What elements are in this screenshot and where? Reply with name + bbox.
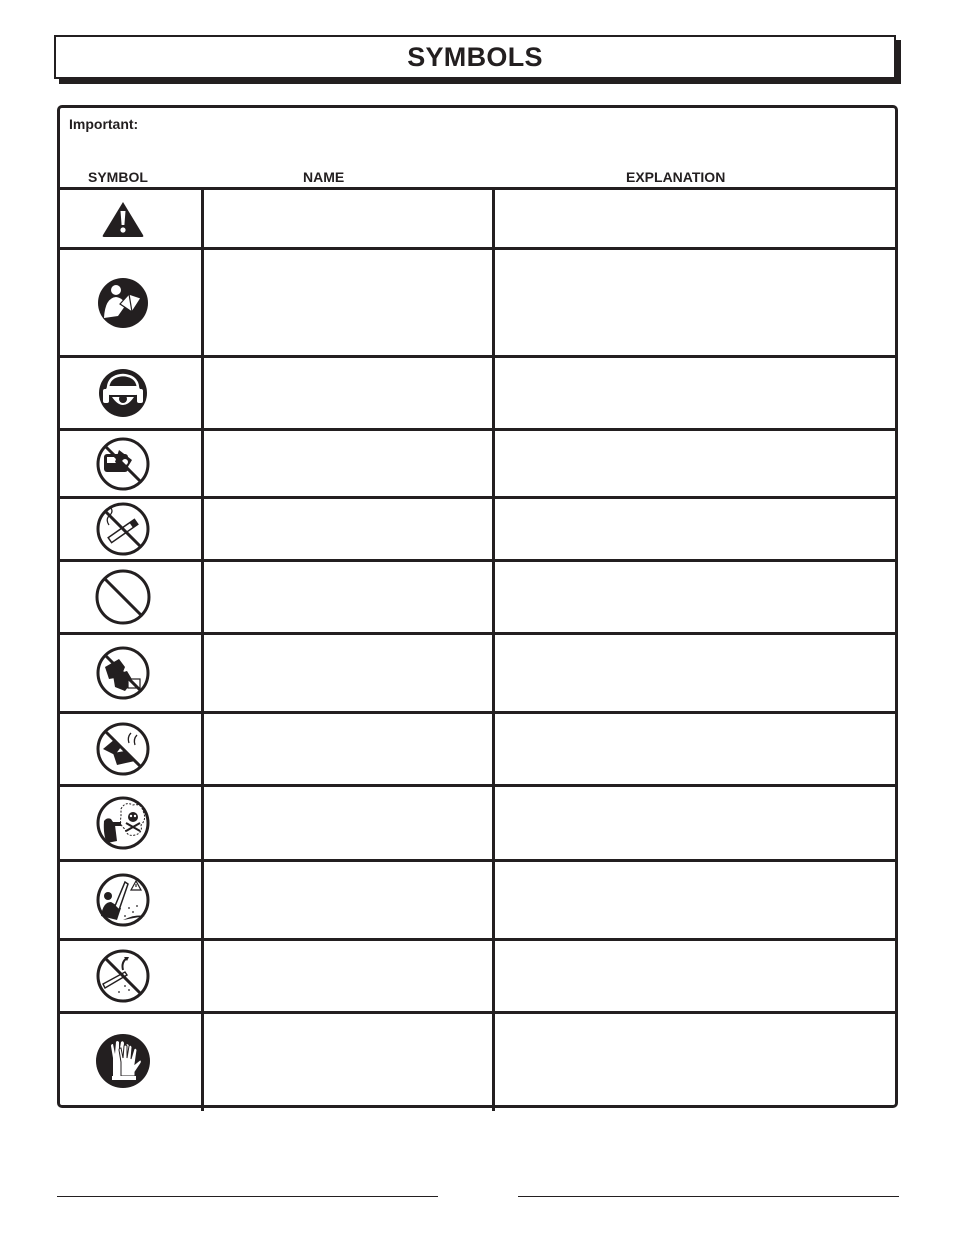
explanation-cell <box>498 714 893 784</box>
name-cell <box>206 787 491 859</box>
symbol-cell <box>60 250 186 355</box>
symbol-cell <box>60 431 186 496</box>
symbol-cell <box>60 862 186 938</box>
page-title: SYMBOLS <box>407 42 543 72</box>
symbol-cell <box>60 358 186 428</box>
symbol-cell <box>60 714 186 784</box>
no-chainsaw-one-hand-icon <box>95 436 151 492</box>
symbol-cell <box>60 941 186 1011</box>
important-label: Important: <box>69 116 139 132</box>
table-row <box>60 941 895 1011</box>
table-row <box>60 562 895 632</box>
read-operators-manual-icon <box>96 276 150 330</box>
table-row <box>60 1014 895 1108</box>
explanation-cell <box>498 499 893 559</box>
table-row <box>60 190 895 247</box>
explanation-cell <box>498 862 893 938</box>
symbol-cell <box>60 190 186 247</box>
symbol-cell <box>60 499 186 559</box>
no-smoking-icon <box>95 501 151 557</box>
symbol-cell <box>60 1014 186 1108</box>
explanation-cell <box>498 635 893 711</box>
title-box <box>54 35 896 79</box>
prohibition-circle-icon <box>94 568 152 626</box>
toxic-fumes-icon <box>95 795 151 851</box>
name-cell <box>206 941 491 1011</box>
explanation-cell <box>498 787 893 859</box>
safety-alert-triangle-icon <box>101 200 145 238</box>
name-cell <box>206 635 491 711</box>
footer-rule-left <box>57 1196 438 1197</box>
table-row <box>60 431 895 496</box>
explanation-cell <box>498 431 893 496</box>
name-cell <box>206 1014 491 1108</box>
explanation-cell <box>498 190 893 247</box>
explanation-cell <box>498 941 893 1011</box>
table-row <box>60 787 895 859</box>
symbol-cell <box>60 635 186 711</box>
name-cell <box>206 358 491 428</box>
table-row <box>60 499 895 559</box>
name-cell <box>206 862 491 938</box>
kickback-warning-icon <box>95 872 151 928</box>
no-touch-hot-muffler-icon <box>95 721 151 777</box>
explanation-cell <box>498 562 893 632</box>
symbols-panel <box>57 105 898 1108</box>
explanation-cell <box>498 250 893 355</box>
table-row <box>60 358 895 428</box>
no-kickback-tip-contact-icon <box>95 948 151 1004</box>
symbol-cell <box>60 562 186 632</box>
symbol-cell <box>60 787 186 859</box>
name-cell <box>206 250 491 355</box>
name-cell <box>206 499 491 559</box>
eye-and-ear-protection-icon <box>97 367 149 419</box>
no-hand-near-chain-icon <box>95 645 151 701</box>
header-name: NAME <box>303 169 345 185</box>
table-row <box>60 862 895 938</box>
footer-rule-right <box>518 1196 899 1197</box>
name-cell <box>206 190 491 247</box>
name-cell <box>206 562 491 632</box>
explanation-cell <box>498 1014 893 1108</box>
explanation-cell <box>498 358 893 428</box>
name-cell <box>206 714 491 784</box>
table-row <box>60 635 895 711</box>
table-row <box>60 714 895 784</box>
wear-gloves-icon <box>94 1032 152 1090</box>
table-row <box>60 250 895 355</box>
header-explanation: EXPLANATION <box>626 169 726 185</box>
header-symbol: SYMBOL <box>88 169 148 185</box>
name-cell <box>206 431 491 496</box>
